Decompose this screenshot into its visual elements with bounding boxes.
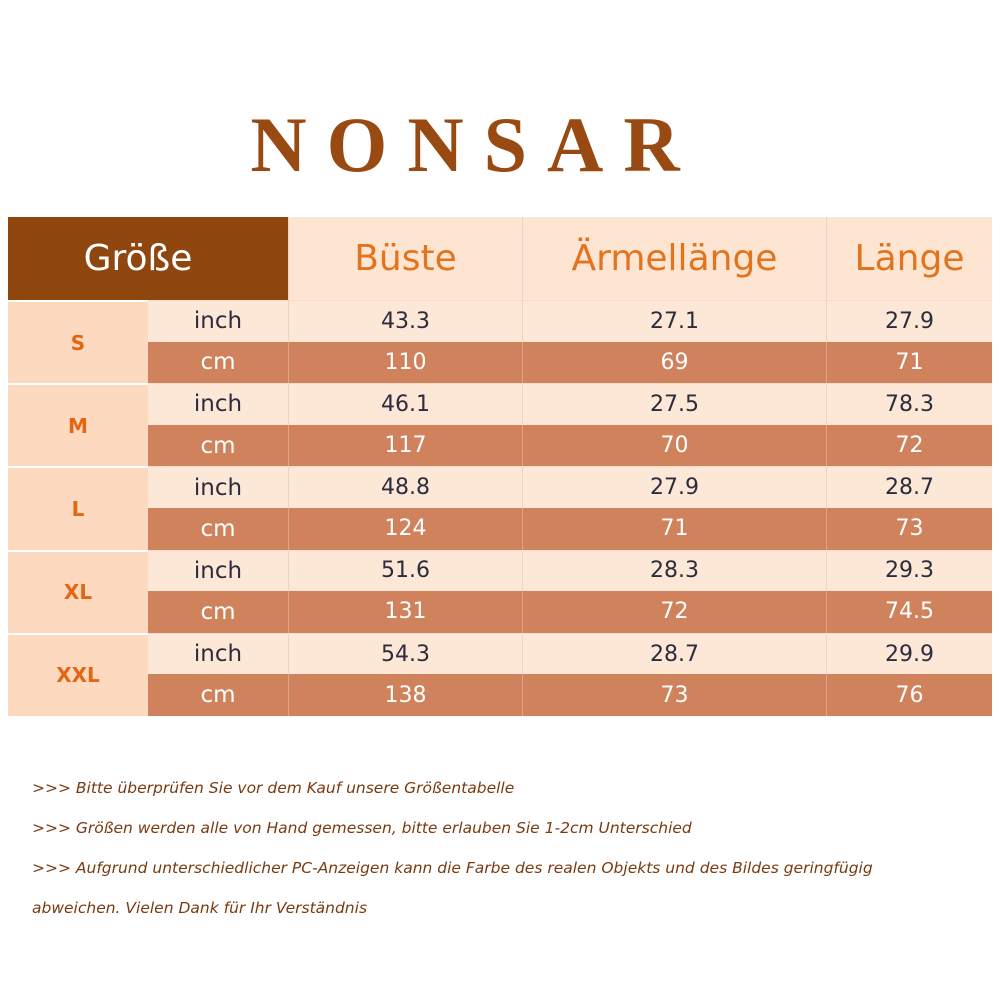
sleeve-cm-m: 70: [522, 425, 826, 467]
header-length: Länge: [826, 217, 992, 300]
length-cm-xl: 74.5: [826, 591, 992, 633]
length-cm-s: 71: [826, 342, 992, 384]
sleeve-inch-xl: 28.3: [522, 550, 826, 592]
length-inch-l: 28.7: [826, 466, 992, 508]
unit-inch: inch: [148, 466, 288, 508]
sleeve-inch-s: 27.1: [522, 300, 826, 342]
unit-cm: cm: [148, 342, 288, 384]
sleeve-inch-l: 27.9: [522, 466, 826, 508]
length-inch-m: 78.3: [826, 383, 992, 425]
sleeve-inch-m: 27.5: [522, 383, 826, 425]
unit-inch: inch: [148, 300, 288, 342]
unit-cm: cm: [148, 674, 288, 716]
unit-inch: inch: [148, 633, 288, 675]
unit-inch: inch: [148, 383, 288, 425]
size-label-xl: XL: [8, 550, 148, 633]
length-inch-xxl: 29.9: [826, 633, 992, 675]
length-inch-xl: 29.3: [826, 550, 992, 592]
header-sleeve-length: Ärmellänge: [522, 217, 826, 300]
bust-cm-s: 110: [288, 342, 522, 384]
size-label-xxl: XXL: [8, 633, 148, 716]
bust-inch-m: 46.1: [288, 383, 522, 425]
sleeve-cm-xxl: 73: [522, 674, 826, 716]
size-label-l: L: [8, 466, 148, 549]
bust-cm-xl: 131: [288, 591, 522, 633]
sleeve-cm-xl: 72: [522, 591, 826, 633]
sleeve-inch-xxl: 28.7: [522, 633, 826, 675]
size-chart-table: [8, 217, 992, 716]
bust-inch-xl: 51.6: [288, 550, 522, 592]
bust-cm-l: 124: [288, 508, 522, 550]
note-hand-measured: >>> Größen werden alle von Hand gemessen, bitte erlauben Sie 1-2cm Unterschied: [32, 819, 692, 837]
unit-cm: cm: [148, 425, 288, 467]
bust-inch-l: 48.8: [288, 466, 522, 508]
note-color-difference-continued: abweichen. Vielen Dank für Ihr Verständnis: [32, 899, 368, 917]
length-cm-m: 72: [826, 425, 992, 467]
size-label-m: M: [8, 383, 148, 466]
header-bust: Büste: [288, 217, 522, 300]
brand-title: NONSAR: [250, 101, 700, 188]
size-label-s: S: [8, 300, 148, 383]
length-cm-l: 73: [826, 508, 992, 550]
bust-cm-m: 117: [288, 425, 522, 467]
size-notes: [32, 768, 982, 928]
unit-inch: inch: [148, 550, 288, 592]
length-cm-xxl: 76: [826, 674, 992, 716]
sleeve-cm-s: 69: [522, 342, 826, 384]
length-inch-s: 27.9: [826, 300, 992, 342]
header-size: Größe: [8, 217, 288, 300]
sleeve-cm-l: 71: [522, 508, 826, 550]
unit-cm: cm: [148, 508, 288, 550]
note-color-difference: >>> Aufgrund unterschiedlicher PC-Anzeigen kann die Farbe des realen Objekts und des Bildes geringfügig: [32, 859, 873, 877]
note-check-size-chart: >>> Bitte überprüfen Sie vor dem Kauf unsere Größentabelle: [32, 779, 515, 797]
bust-inch-s: 43.3: [288, 300, 522, 342]
unit-cm: cm: [148, 591, 288, 633]
bust-inch-xxl: 54.3: [288, 633, 522, 675]
bust-cm-xxl: 138: [288, 674, 522, 716]
